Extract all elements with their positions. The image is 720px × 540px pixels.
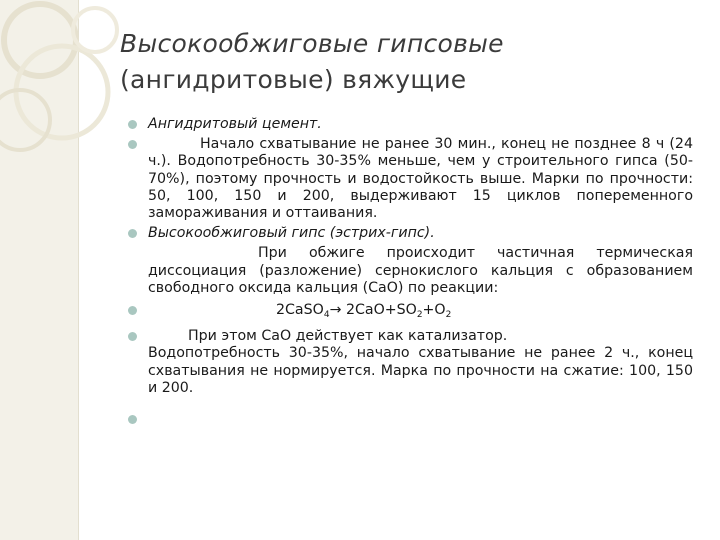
bullet-icon	[128, 229, 137, 238]
title-line-1: Высокообжиговые гипсовые	[120, 29, 504, 58]
title-line-2: (ангидритовые) вяжущие	[120, 65, 467, 94]
bullet-icon	[128, 332, 137, 341]
dissociation-description: При обжиге происходит частичная термическая диссоциация (разложение) сернокислого кальция с образованием свободного оксида кальция (CaO) по реакции:	[148, 245, 693, 296]
reaction-formula: 2CaSO$_4$→ $2CaO+SO_2+O_2$	[276, 302, 452, 321]
list-item	[128, 136, 693, 222]
list-item	[128, 328, 693, 397]
bullet-icon	[128, 306, 137, 315]
anhydrite-description: Начало схватывание не ранее 30 мин., конец не позднее 8 ч (24 ч.). Водопотребность 30-35% меньше, чем у строительного гипса (50-70%), поэтому прочность и водостойкость выше. Марки по прочности: 50, 100, 150 и 200, выдерживают 15 циклов попеременного замораживания и оттаивания.	[148, 136, 693, 222]
bullet-icon	[128, 415, 137, 424]
slide-title	[120, 26, 680, 98]
list-item	[128, 225, 693, 297]
high-fired-gypsum-heading: Высокообжиговый гипс (эстрих-гипс).	[148, 225, 435, 242]
list-item	[128, 411, 693, 429]
list-item	[128, 116, 693, 133]
list-item	[128, 302, 693, 324]
bullet-icon	[128, 140, 137, 149]
final-description: Водопотребность 30-35%, начало схватывание не ранее 2 ч., конец схватывания не нормируется. Марка по прочности на сжатие: 100, 150 и 200.	[148, 345, 693, 396]
bullet-icon	[128, 120, 137, 129]
circle-ornament-icon	[0, 0, 140, 170]
slide-body	[128, 116, 693, 429]
anhydrite-cement-heading: Ангидритовый цемент.	[148, 116, 322, 132]
catalyst-line: При этом CaO действует как катализатор.	[188, 328, 508, 345]
